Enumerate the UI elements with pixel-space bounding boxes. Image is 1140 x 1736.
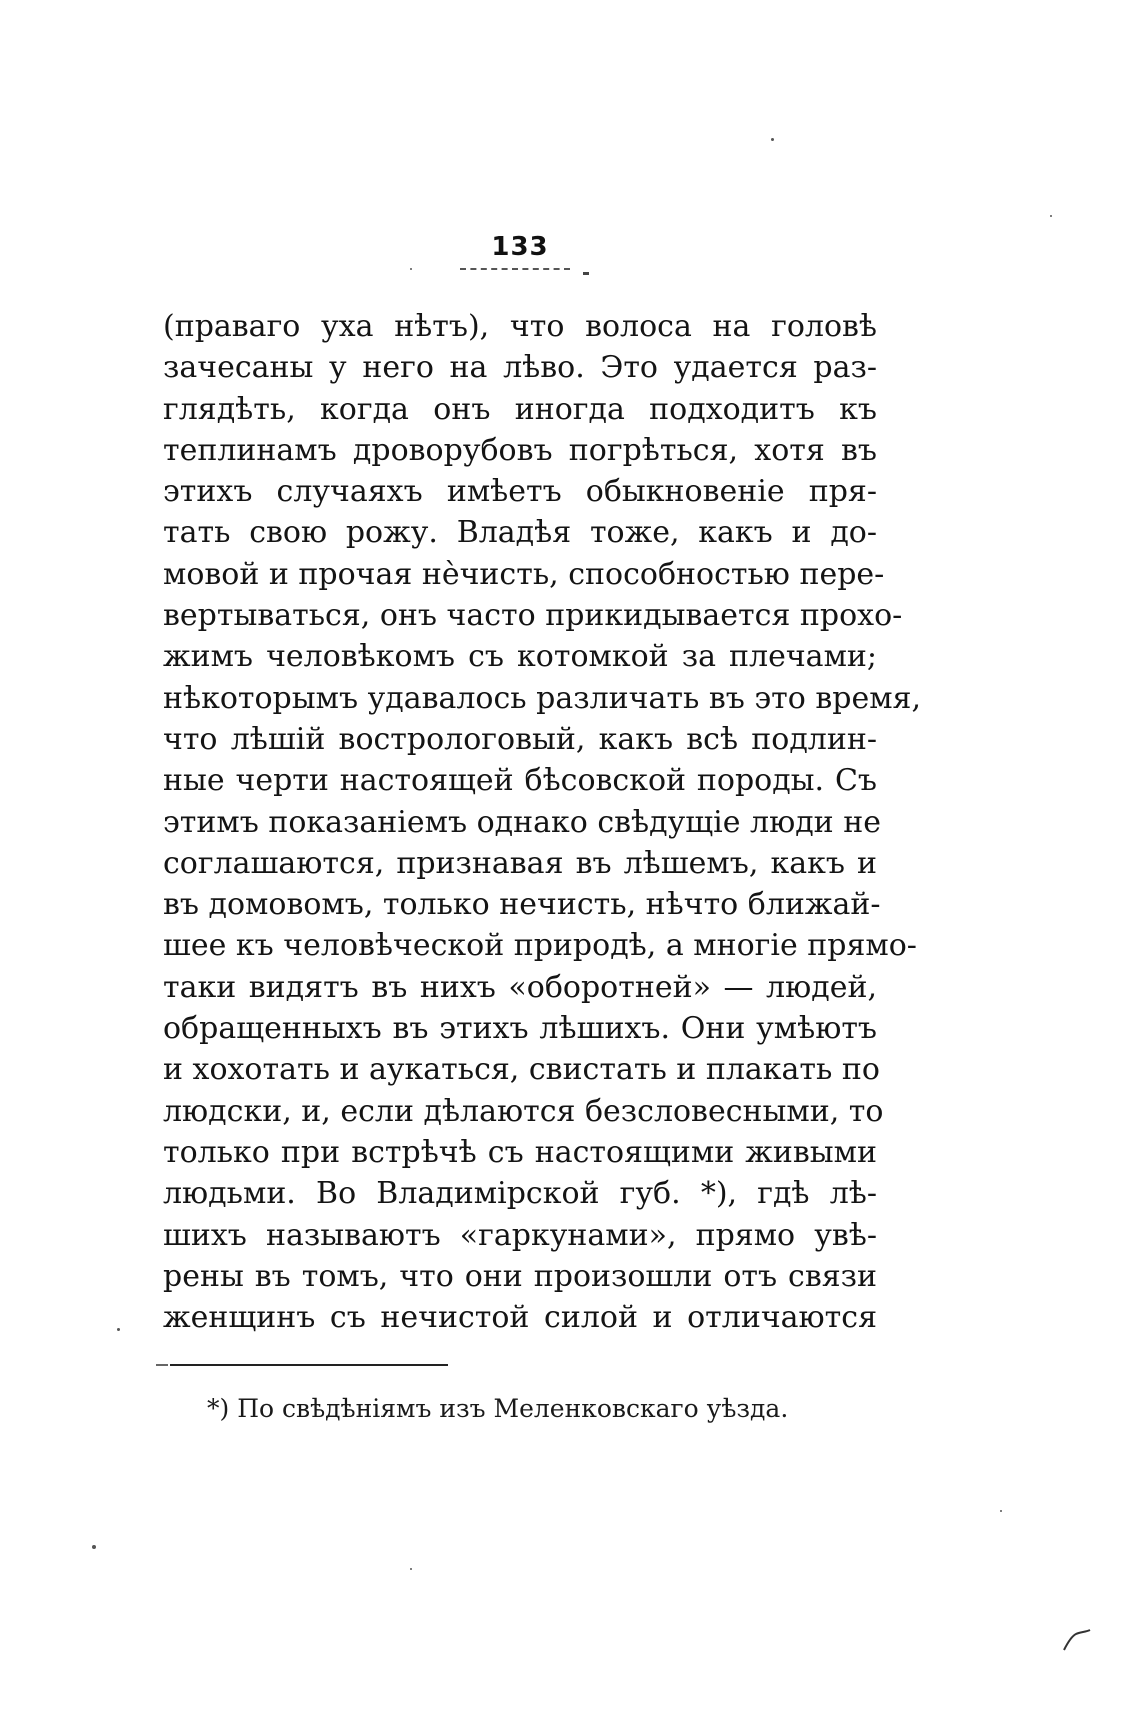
text-line: глядѣть, когда онъ иногда подходитъ къ bbox=[163, 391, 877, 427]
body-paragraph bbox=[163, 306, 922, 1338]
text-line: женщинъ съ нечистой силой и отличаются bbox=[163, 1300, 877, 1336]
text-line: мовой и прочая нѐчисть, способностью пере- bbox=[163, 556, 885, 592]
text-line: шее къ человѣческой природѣ, а многіе прямо- bbox=[163, 928, 917, 964]
text-line: только при встрѣчѣ съ настоящими живыми bbox=[163, 1134, 877, 1170]
text-line: въ домовомъ, только нечисть, нѣчто ближай- bbox=[163, 887, 881, 923]
footnote: *) По свѣдѣніямъ изъ Меленковскаго уѣзда. bbox=[207, 1394, 789, 1423]
text-line: (праваго уха нѣтъ), что волоса на головѣ bbox=[163, 309, 877, 344]
footnote-rule-lead bbox=[156, 1364, 168, 1366]
scan-speck bbox=[92, 1545, 96, 1549]
text-line: таки видятъ въ нихъ «оборотней» — людей, bbox=[163, 969, 877, 1005]
scan-mark bbox=[1062, 1628, 1092, 1652]
page-number-rule-mark bbox=[583, 272, 589, 275]
text-line: людьми. Во Владимірской губ. *), гдѣ лѣ- bbox=[163, 1176, 877, 1212]
text-line: ные черти настоящей бѣсовской породы. Съ bbox=[163, 763, 877, 799]
text-line: жимъ человѣкомъ съ котомкой за плечами; bbox=[163, 639, 877, 675]
footnote-rule bbox=[170, 1364, 448, 1366]
text-line: этимъ показаніемъ однако свѣдущіе люди не bbox=[163, 804, 881, 840]
text-line: людски, и, если дѣлаются безсловесными, то bbox=[163, 1093, 884, 1129]
text-line: шихъ называютъ «гаркунами», прямо увѣ- bbox=[163, 1217, 877, 1253]
text-line: зачесаны у него на лѣво. Это удается раз- bbox=[163, 350, 877, 386]
scan-speck bbox=[1050, 215, 1052, 217]
text-line: теплинамъ дроворубовъ погрѣться, хотя въ bbox=[163, 432, 877, 468]
text-line: и хохотать и аукаться, свистать и плакать по bbox=[163, 1052, 880, 1088]
text-line: что лѣшій вострологовый, какъ всѣ подлин- bbox=[163, 721, 877, 757]
scan-speck bbox=[410, 1568, 412, 1570]
page-number-rule bbox=[460, 268, 570, 270]
text-line: вертываться, онъ часто прикидывается прохо- bbox=[163, 598, 903, 634]
scan-speck bbox=[410, 268, 412, 270]
text-line: этихъ случаяхъ имѣетъ обыкновеніе пря- bbox=[163, 474, 877, 510]
page-number: 133 bbox=[491, 232, 549, 262]
scan-speck bbox=[1000, 1510, 1002, 1512]
text-line: обращенныхъ въ этихъ лѣшихъ. Они умѣютъ bbox=[163, 1011, 877, 1047]
text-line: рены въ томъ, что они произошли отъ связи bbox=[163, 1258, 877, 1294]
text-line: соглашаются, признавая въ лѣшемъ, какъ и bbox=[163, 845, 877, 881]
text-line: нѣкоторымъ удавалось различать въ это время, bbox=[163, 680, 922, 716]
scan-speck bbox=[117, 1328, 120, 1331]
text-line: тать свою рожу. Владѣя тоже, какъ и до- bbox=[163, 515, 877, 551]
scan-speck bbox=[771, 138, 774, 141]
